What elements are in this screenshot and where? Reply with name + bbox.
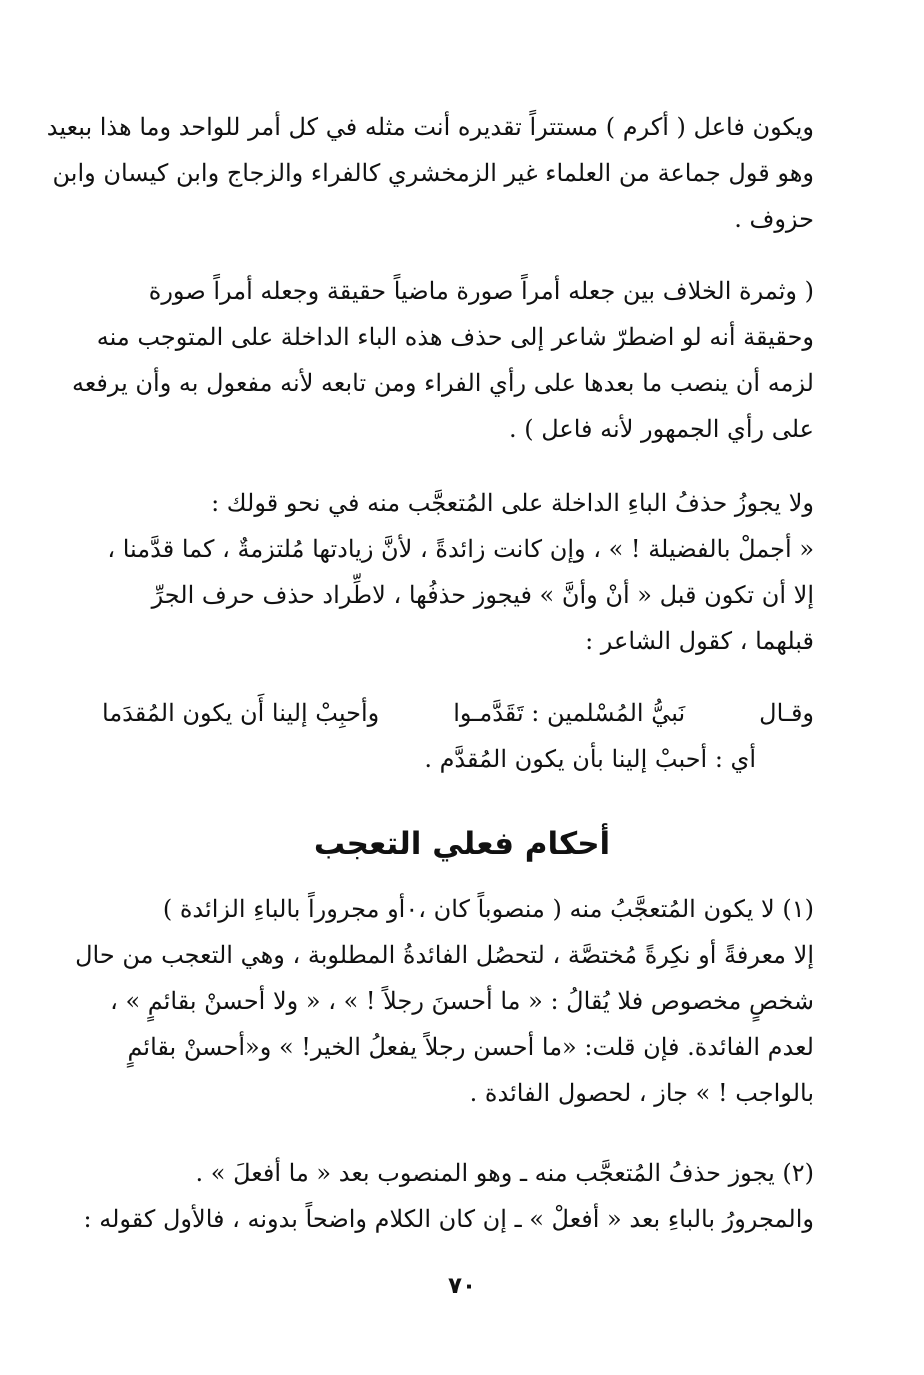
paragraph-2	[71, 268, 814, 452]
text-line: وحقيقة أنه لو اضطرّ شاعر إلى حذف هذه الباء الداخلة على المتوجب منه	[96, 323, 814, 351]
text-line: على رأي الجمهور لأنه فاعل ) .	[509, 415, 814, 443]
text-line: (٢) يجوز حذفُ المُتعجَّب منه ـ وهو المنصوب بعد « ما أفعلَ » .	[195, 1159, 814, 1187]
verse-hemistich-2: وأحبِبْ إلينا أَن يكون المُقدَما	[102, 699, 380, 727]
verse-gloss: أي : أحببْ إلينا بأن يكون المُقدَّم .	[424, 745, 756, 773]
text-line: ( وثمرة الخلاف بين جعله أمراً صورة ماضياً حقيقة وجعله أمراً صورة	[148, 277, 814, 305]
text-line: شخصٍ مخصوص فلا يُقالُ : « ما أحسنَ رجلاً ! » ، « ولا أحسنْ بقائمٍ » ،	[110, 987, 814, 1015]
text-line: « أجملْ بالفضيلة ! » ، وإن كانت زائدةً ، لأنَّ زيادتها مُلتزمةٌ ، كما قدَّمنا ،	[107, 535, 814, 563]
verse-lead: وقـال	[759, 699, 814, 727]
paragraph-1	[46, 104, 814, 242]
text-line: حزوف .	[734, 205, 814, 233]
page-number: ٧٠	[447, 1273, 477, 1299]
paragraph-4	[75, 886, 814, 1116]
text-line: والمجرورُ بالباءِ بعد « أفعلْ » ـ إن كان الكلام واضحاً بدونه ، فالأول كقوله :	[83, 1205, 814, 1233]
text-line: إلا معرفةً أو نكِرةً مُختصَّة ، لتحصُل الفائدةُ المطلوبة ، وهي التعجب من حال	[75, 941, 814, 969]
text-line: ولا يجوزُ حذفُ الباءِ الداخلة على المُتعجَّب منه في نحو قولك :	[211, 489, 814, 517]
text-line: بالواجب ! » جاز ، لحصول الفائدة .	[469, 1079, 814, 1107]
text-line: قبلهما ، كقول الشاعر :	[585, 627, 814, 655]
section-heading: أحكام فعلي التعجب	[313, 826, 611, 862]
verse-line	[102, 690, 814, 736]
text-line: لزمه أن ينصب ما بعدها على رأي الفراء ومن تابعه لأنه مفعول به وأن يرفعه	[71, 369, 814, 397]
verse-hemistich-1: نَبيُّ المُسْلمين : تَقَدَّمـوا	[453, 699, 686, 727]
text-line: ويكون فاعل ( أكرم ) مستتراً تقديره أنت مثله في كل أمر للواحد وما هذا ببعيد	[46, 113, 814, 141]
paragraph-3	[102, 480, 814, 664]
text-line: إلا أن تكون قبل « أنْ وأنَّ » فيجوز حذفُها ، لاطِّراد حذف حرف الجرِّ	[151, 581, 814, 609]
text-line: (١) لا يكون المُتعجَّبُ منه ( منصوباً كان ،٠أو مجروراً بالباءِ الزائدة )	[162, 895, 814, 923]
paragraph-5	[83, 1150, 814, 1242]
poetry-verse	[102, 690, 814, 782]
text-line: وهو قول جماعة من العلماء غير الزمخشري كالفراء والزجاج وابن كيسان وابن	[52, 159, 814, 187]
text-line: لعدم الفائدة. فإن قلت: «ما أحسن رجلاً يفعلُ الخير! » و«أحسنْ بقائمٍ	[127, 1033, 814, 1061]
